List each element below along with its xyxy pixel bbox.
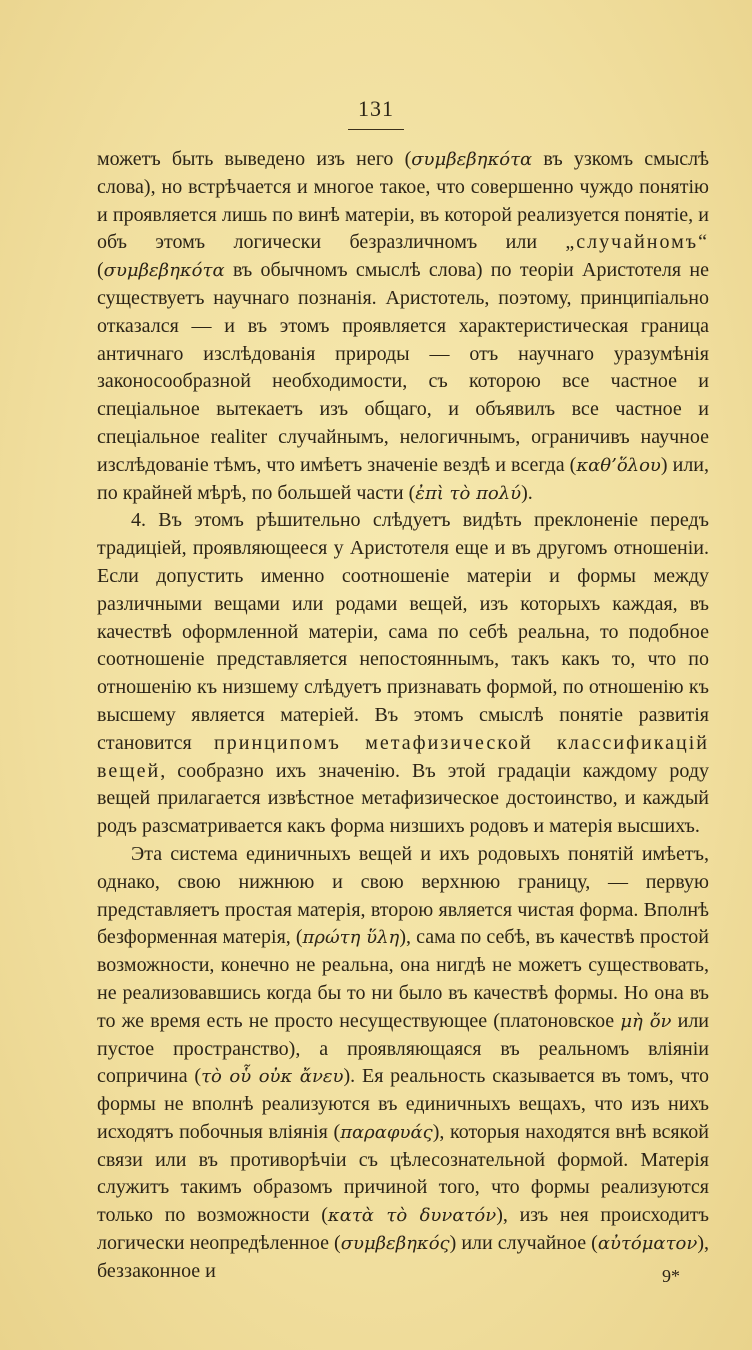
greek-term: πρώτη ὕλη bbox=[302, 927, 400, 949]
spaced-text: принципомъ метафизической классификацій вещей bbox=[97, 731, 709, 782]
greek-term: παραφυάς bbox=[340, 1121, 433, 1143]
text-run: Эта система единичныхъ вещей и ихъ родовыхъ понятій имѣетъ, однако, свою нижнюю и свою верхнюю границу, — первую представляетъ простая матерія, второю является чистая форма. Вполнѣ безформенная матерія, ( bbox=[97, 842, 709, 949]
greek-term: συμβεβηκός bbox=[340, 1233, 450, 1255]
greek-term: αὐτόματον bbox=[597, 1233, 698, 1255]
text-run: ), которыя находятся внѣ всякой связи или въ противорѣчіи съ цѣлесознательной формой. Матерія служитъ такимъ образомъ причиной того, что формы реализуются только по возможности ( bbox=[97, 1120, 710, 1227]
signature-mark: 9* bbox=[662, 1266, 680, 1286]
text-run: ). Ея реальность сказывается въ томъ, что формы не вполнѣ реализуются въ единичныхъ вещахъ, что изъ нихъ исходятъ побочныя вліянія ( bbox=[97, 1065, 709, 1143]
greek-term: μὴ ὄν bbox=[620, 1010, 672, 1032]
text-run: ( bbox=[97, 259, 104, 282]
greek-term: τὸ οὗ οὐκ ἄνευ bbox=[201, 1066, 344, 1088]
greek-term: ἐπὶ τὸ πολύ bbox=[415, 482, 522, 504]
header-rule bbox=[348, 129, 404, 130]
text-run: въ узкомъ смыслѣ слова), но встрѣчается и многое такое, что совершенно чуждо понятію и проявляется лишь по винѣ матеріи, въ которой реализуется понятіе, и объ этомъ логически безразличномъ или bbox=[97, 148, 709, 254]
greek-term: συμβεβηκότα bbox=[103, 260, 225, 282]
text-run: ), изъ нея происходитъ логически неопредѣленное ( bbox=[97, 1204, 709, 1255]
text-run: въ обычномъ смыслѣ слова) по теоріи Аристотеля не существуетъ научнаго познанія. Аристотель, поэтому, принципіально отказался — и въ этомъ проявляется характеристическая граница античнаго изслѣдованія природы — отъ научнаго уразумѣнія законосообразной необходимости, съ которою все частное и спеціальное вытекаетъ изъ общаго, и объявилъ все частное и спеціальное realiter случайнымъ, нелогичнымъ, ограничивъ научное изслѣдованіе тѣмъ, что имѣетъ значеніе вездѣ и всегда ( bbox=[97, 259, 709, 476]
paragraph bbox=[97, 507, 709, 841]
text-run: ), беззаконное и bbox=[97, 1232, 709, 1282]
text-run: ) или, по крайней мѣрѣ, по большей части ( bbox=[97, 453, 709, 504]
greek-term: συμβεβηκότα bbox=[411, 149, 533, 170]
body-text bbox=[97, 146, 709, 1286]
text-run: ). bbox=[521, 481, 533, 504]
text-run: или пустое пространство), а проявляющаяся въ реальномъ вліяніи сопричина ( bbox=[97, 1009, 710, 1088]
text-run: ), сама по себѣ, въ качествѣ простой возможности, конечно не реальна, она нигдѣ не можетъ существовать, не реализовавшись когда бы то ни было въ качествѣ формы. Но она въ то же время есть не просто несуществующее (платоновское bbox=[97, 926, 709, 1032]
page-number: 131 bbox=[358, 96, 394, 121]
text-run: 4. Въ этомъ рѣшительно слѣдуетъ видѣть преклоненіе передъ традиціей, проявляющееся у Аристотеля еще и въ другомъ отношеніи. Если допустить именно соотношеніе матеріи и формы между различными вещами или родами вещей, изъ которыхъ каждая, въ качествѣ оформленной матеріи, сама по себѣ реальна, то подобное соотношеніе представляется непостояннымъ, такъ какъ то, что по отношенію къ низшему слѣдуетъ признавать формой, по отношенію къ высшему является матеріей. Въ этомъ смыслѣ понятіе развитія становится bbox=[97, 509, 709, 754]
paragraph bbox=[97, 146, 709, 507]
greek-term: καθ’ὅλου bbox=[576, 454, 661, 476]
text-run: , сообразно ихъ значенію. Въ этой градаціи каждому роду вещей прилагается извѣстное метафизическое достоинство, и каждый родъ разсматривается какъ форма низшихъ родовъ и матерія высшихъ. bbox=[97, 759, 709, 838]
text-run: ) или случайное ( bbox=[449, 1232, 598, 1255]
text-run: можетъ быть выведено изъ него ( bbox=[97, 148, 412, 170]
paragraph bbox=[97, 841, 709, 1286]
spaced-text: „случайномъ“ bbox=[565, 231, 709, 254]
greek-term: κατὰ τὸ δυνατόν bbox=[327, 1205, 497, 1227]
